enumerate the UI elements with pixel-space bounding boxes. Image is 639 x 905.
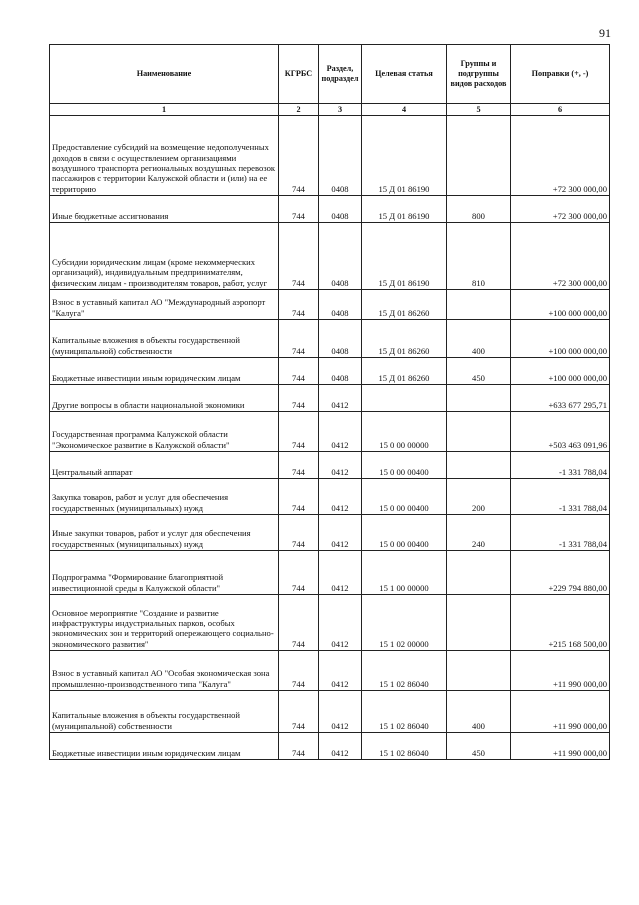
row-target: 15 1 00 00000 bbox=[362, 551, 447, 595]
row-amount: +633 677 295,71 bbox=[511, 385, 610, 412]
row-target: 15 Д 01 86190 bbox=[362, 223, 447, 290]
table-row bbox=[50, 358, 610, 385]
row-section: 0408 bbox=[319, 290, 362, 320]
row-target: 15 Д 01 86260 bbox=[362, 320, 447, 358]
table-row bbox=[50, 196, 610, 223]
row-amount: +11 990 000,00 bbox=[511, 691, 610, 733]
row-section: 0412 bbox=[319, 412, 362, 452]
row-name: Капитальные вложения в объекты государственной (муниципальной) собственности bbox=[50, 320, 279, 358]
row-group bbox=[447, 290, 511, 320]
row-kgrbs: 744 bbox=[279, 651, 319, 691]
column-number: 4 bbox=[362, 104, 447, 116]
table-body bbox=[50, 116, 610, 760]
row-target: 15 0 00 00000 bbox=[362, 412, 447, 452]
row-kgrbs: 744 bbox=[279, 290, 319, 320]
column-number: 6 bbox=[511, 104, 610, 116]
row-kgrbs: 744 bbox=[279, 733, 319, 760]
row-group: 450 bbox=[447, 358, 511, 385]
row-name: Взнос в уставный капитал АО "Международный аэропорт "Калуга" bbox=[50, 290, 279, 320]
row-group bbox=[447, 651, 511, 691]
row-group bbox=[447, 116, 511, 196]
row-group: 450 bbox=[447, 733, 511, 760]
budget-table bbox=[49, 44, 610, 760]
row-name: Закупка товаров, работ и услуг для обеспечения государственных (муниципальных) нужд bbox=[50, 479, 279, 515]
header-row bbox=[50, 45, 610, 104]
row-section: 0412 bbox=[319, 691, 362, 733]
row-group: 400 bbox=[447, 691, 511, 733]
row-kgrbs: 744 bbox=[279, 196, 319, 223]
row-kgrbs: 744 bbox=[279, 551, 319, 595]
header-name: Наименование bbox=[50, 45, 279, 104]
row-kgrbs: 744 bbox=[279, 691, 319, 733]
row-section: 0408 bbox=[319, 196, 362, 223]
row-group bbox=[447, 412, 511, 452]
table-row bbox=[50, 733, 610, 760]
row-section: 0412 bbox=[319, 551, 362, 595]
header-section: Раздел, подраздел bbox=[319, 45, 362, 104]
row-amount: +72 300 000,00 bbox=[511, 116, 610, 196]
row-target: 15 1 02 86040 bbox=[362, 651, 447, 691]
row-kgrbs: 744 bbox=[279, 515, 319, 551]
row-name: Предоставление субсидий на возмещение недополученных доходов в связи с осуществлением организациями воздушного транспорта региональных воздушных перевозок пассажиров с территории Калужской области и (или) на ее территорию bbox=[50, 116, 279, 196]
table-row bbox=[50, 412, 610, 452]
row-target: 15 1 02 00000 bbox=[362, 595, 447, 651]
row-section: 0412 bbox=[319, 515, 362, 551]
row-kgrbs: 744 bbox=[279, 385, 319, 412]
row-target: 15 0 00 00400 bbox=[362, 515, 447, 551]
row-amount: +215 168 500,00 bbox=[511, 595, 610, 651]
row-kgrbs: 744 bbox=[279, 595, 319, 651]
row-section: 0408 bbox=[319, 223, 362, 290]
row-section: 0412 bbox=[319, 479, 362, 515]
row-amount: +11 990 000,00 bbox=[511, 733, 610, 760]
table-row bbox=[50, 515, 610, 551]
table-row bbox=[50, 116, 610, 196]
row-section: 0412 bbox=[319, 651, 362, 691]
row-target: 15 1 02 86040 bbox=[362, 733, 447, 760]
table-row bbox=[50, 385, 610, 412]
table-row bbox=[50, 290, 610, 320]
row-section: 0408 bbox=[319, 358, 362, 385]
row-amount: +100 000 000,00 bbox=[511, 320, 610, 358]
row-target: 15 0 00 00400 bbox=[362, 479, 447, 515]
column-number: 1 bbox=[50, 104, 279, 116]
row-target: 15 1 02 86040 bbox=[362, 691, 447, 733]
row-group: 810 bbox=[447, 223, 511, 290]
row-group: 400 bbox=[447, 320, 511, 358]
row-group: 200 bbox=[447, 479, 511, 515]
row-group bbox=[447, 551, 511, 595]
row-group bbox=[447, 595, 511, 651]
row-kgrbs: 744 bbox=[279, 452, 319, 479]
row-target: 15 Д 01 86260 bbox=[362, 290, 447, 320]
row-group bbox=[447, 452, 511, 479]
row-section: 0412 bbox=[319, 385, 362, 412]
row-target: 15 Д 01 86190 bbox=[362, 116, 447, 196]
header-amendments: Поправки (+, -) bbox=[511, 45, 610, 104]
row-amount: -1 331 788,04 bbox=[511, 515, 610, 551]
row-name: Основное мероприятие "Создание и развитие инфраструктуры индустриальных парков, особых экономических зон и территорий опережающего социально-экономического развития" bbox=[50, 595, 279, 651]
row-group: 240 bbox=[447, 515, 511, 551]
row-section: 0412 bbox=[319, 595, 362, 651]
column-number: 5 bbox=[447, 104, 511, 116]
row-kgrbs: 744 bbox=[279, 412, 319, 452]
row-name: Центральный аппарат bbox=[50, 452, 279, 479]
row-kgrbs: 744 bbox=[279, 358, 319, 385]
row-amount: +72 300 000,00 bbox=[511, 196, 610, 223]
row-section: 0408 bbox=[319, 116, 362, 196]
header-groups: Группы и подгруппы видов расходов bbox=[447, 45, 511, 104]
row-target: 15 Д 01 86190 bbox=[362, 196, 447, 223]
row-target: 15 Д 01 86260 bbox=[362, 358, 447, 385]
row-name: Бюджетные инвестиции иным юридическим лицам bbox=[50, 358, 279, 385]
row-amount: +11 990 000,00 bbox=[511, 651, 610, 691]
header-target: Целевая статья bbox=[362, 45, 447, 104]
table-row bbox=[50, 452, 610, 479]
table-row bbox=[50, 320, 610, 358]
row-kgrbs: 744 bbox=[279, 116, 319, 196]
column-number: 2 bbox=[279, 104, 319, 116]
header-kgrbs: КГРБС bbox=[279, 45, 319, 104]
row-group bbox=[447, 385, 511, 412]
table-row bbox=[50, 691, 610, 733]
row-kgrbs: 744 bbox=[279, 320, 319, 358]
row-section: 0412 bbox=[319, 452, 362, 479]
row-amount: +229 794 880,00 bbox=[511, 551, 610, 595]
row-kgrbs: 744 bbox=[279, 479, 319, 515]
row-target: 15 0 00 00400 bbox=[362, 452, 447, 479]
table-row bbox=[50, 223, 610, 290]
row-section: 0408 bbox=[319, 320, 362, 358]
row-amount: +100 000 000,00 bbox=[511, 358, 610, 385]
row-name: Иные закупки товаров, работ и услуг для обеспечения государственных (муниципальных) нужд bbox=[50, 515, 279, 551]
row-name: Субсидии юридическим лицам (кроме некоммерческих организаций), индивидуальным предпринимателям, физическим лицам - производителям товаров, работ, услуг bbox=[50, 223, 279, 290]
row-name: Взнос в уставный капитал АО "Особая экономическая зона промышленно-производственного типа "Калуга" bbox=[50, 651, 279, 691]
row-amount: -1 331 788,04 bbox=[511, 479, 610, 515]
row-section: 0412 bbox=[319, 733, 362, 760]
table-row bbox=[50, 551, 610, 595]
row-kgrbs: 744 bbox=[279, 223, 319, 290]
page-number: 91 bbox=[599, 26, 611, 40]
column-number-row bbox=[50, 104, 610, 116]
table-row bbox=[50, 479, 610, 515]
row-name: Капитальные вложения в объекты государственной (муниципальной) собственности bbox=[50, 691, 279, 733]
row-amount: +503 463 091,96 bbox=[511, 412, 610, 452]
row-group: 800 bbox=[447, 196, 511, 223]
table-row bbox=[50, 651, 610, 691]
row-amount: +100 000 000,00 bbox=[511, 290, 610, 320]
row-name: Бюджетные инвестиции иным юридическим лицам bbox=[50, 733, 279, 760]
row-name: Иные бюджетные ассигнования bbox=[50, 196, 279, 223]
row-amount: -1 331 788,04 bbox=[511, 452, 610, 479]
row-name: Подпрограмма "Формирование благоприятной инвестиционной среды в Калужской области" bbox=[50, 551, 279, 595]
row-amount: +72 300 000,00 bbox=[511, 223, 610, 290]
row-name: Государственная программа Калужской области "Экономическое развитие в Калужской области" bbox=[50, 412, 279, 452]
row-target bbox=[362, 385, 447, 412]
column-number: 3 bbox=[319, 104, 362, 116]
row-name: Другие вопросы в области национальной экономики bbox=[50, 385, 279, 412]
table-row bbox=[50, 595, 610, 651]
